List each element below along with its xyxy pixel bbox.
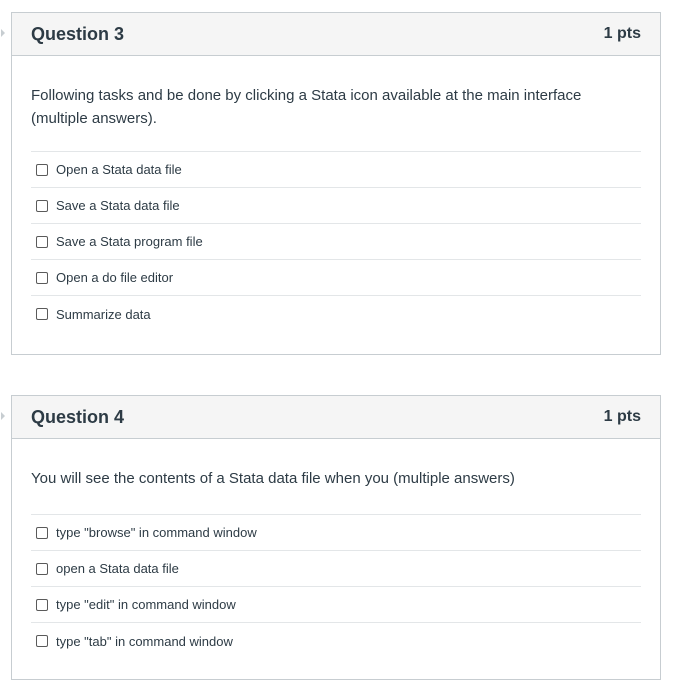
answer-option[interactable] (31, 587, 641, 623)
question-title: Question 4 (31, 406, 125, 427)
answer-label: type "edit" in command window (56, 597, 236, 612)
answer-list (31, 514, 641, 659)
answer-list (31, 151, 641, 332)
question-text: You will see the contents of a Stata data file when you (multiple answers) (31, 470, 515, 487)
checkbox[interactable] (36, 635, 48, 647)
question-3-card (11, 12, 661, 355)
question-marker-icon (1, 29, 5, 37)
checkbox[interactable] (36, 563, 48, 575)
checkbox[interactable] (36, 236, 48, 248)
answer-option[interactable] (31, 515, 641, 551)
answer-label: Open a Stata data file (56, 162, 182, 177)
question-points: 1 pts (603, 25, 641, 42)
answer-label: type "browse" in command window (56, 525, 257, 540)
answer-option[interactable] (31, 188, 641, 224)
question-header (12, 13, 660, 56)
checkbox[interactable] (36, 272, 48, 284)
answer-label: type "tab" in command window (56, 633, 233, 649)
answer-option[interactable] (31, 551, 641, 587)
answer-option[interactable] (31, 296, 641, 332)
question-points: 1 pts (603, 408, 641, 425)
answer-label: Open a do file editor (56, 270, 174, 285)
answer-option[interactable] (31, 224, 641, 260)
answer-label: Save a Stata program file (56, 234, 203, 249)
answer-option[interactable] (31, 152, 641, 188)
answer-label: Save a Stata data file (56, 198, 180, 213)
answer-option[interactable] (31, 260, 641, 296)
question-marker-icon (1, 412, 5, 420)
question-body (12, 439, 660, 659)
question-header (12, 396, 660, 439)
answer-option[interactable] (31, 623, 641, 659)
question-4-card (11, 395, 661, 680)
checkbox[interactable] (36, 164, 48, 176)
answer-label: Summarize data (56, 306, 151, 322)
checkbox[interactable] (36, 200, 48, 212)
question-title: Question 3 (31, 23, 125, 44)
checkbox[interactable] (36, 599, 48, 611)
checkbox[interactable] (36, 527, 48, 539)
answer-label: open a Stata data file (56, 561, 179, 576)
checkbox[interactable] (36, 308, 48, 320)
question-body (12, 56, 660, 332)
question-text: Following tasks and be done by clicking a Stata icon available at the main interface (multiple answers). (31, 87, 582, 127)
